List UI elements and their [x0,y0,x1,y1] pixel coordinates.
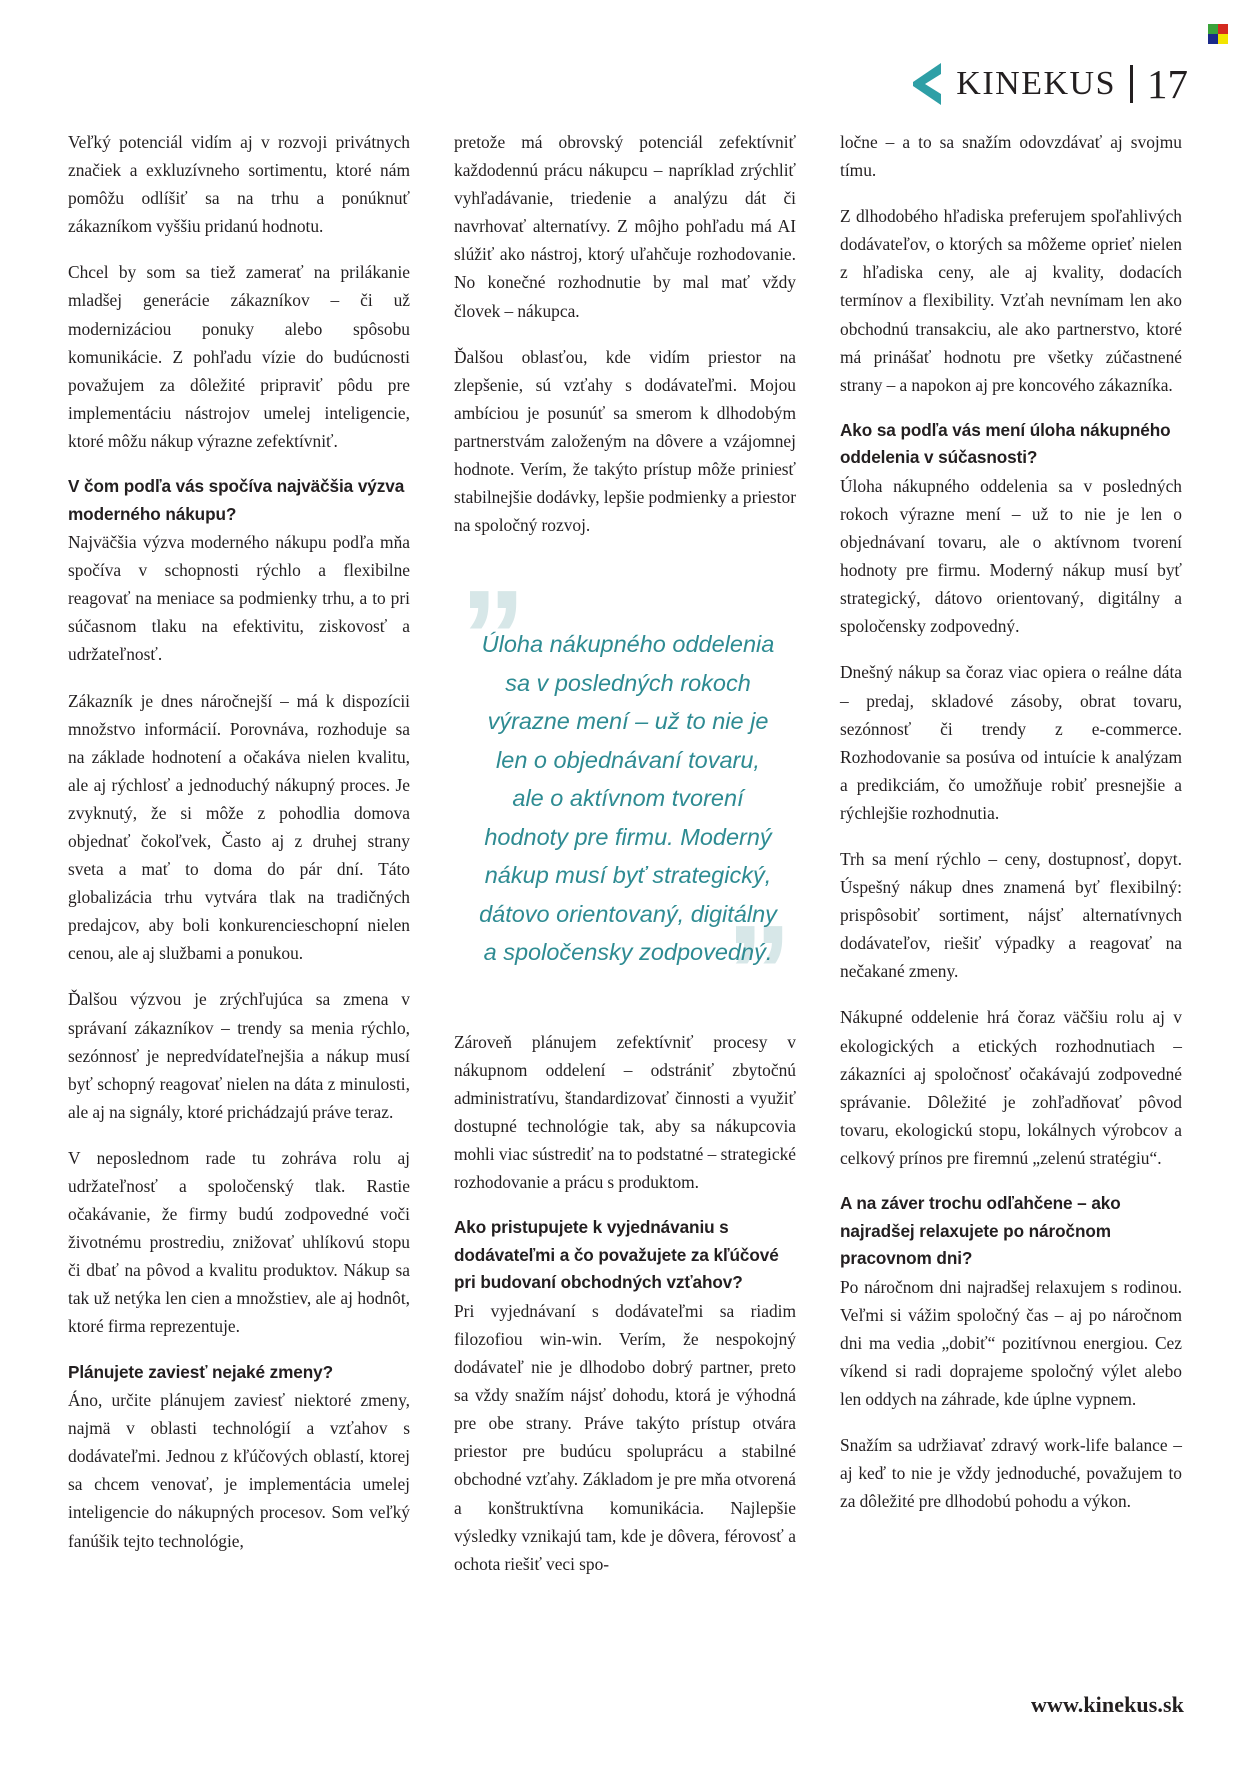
paragraph: Zákazník je dnes náročnejší – má k dispozícii množstvo informácií. Porovnáva, rozhoduje sa na základe hodnotení a očakáva nielen kvalitu, ale aj rýchlosť a jednoduchý nákupný proces. Je zvyknutý, že si môže z pohodlia domova objednať čokoľvek, Často aj z druhej strany sveta a mať to doma do pár dní. Táto globalizácia trhu vytvára tlak na tradičných predajcov, aby boli konkurencieschopní nielen cenou, ale aj službami a ponukou. [68,690,410,964]
reg-swatch-yellow [1218,34,1228,44]
page-header [912,58,1188,110]
column-left [68,128,410,1578]
reg-swatch-red [1218,24,1228,34]
quote-mark-open-icon: ” [460,563,526,711]
paragraph: Úloha nákupného oddelenia sa v posledných rokoch výrazne mení – už to nie je len o objednávaní tovaru, ale o aktívnom tvorení hodnoty pre firmu. Moderný nákup musí byť strategický, dátovo orientovaný, digitálny a spoločensky zodpovedný. [840,475,1182,637]
section-heading: Plánujete zaviesť nejaké zmeny? [68,1361,333,1382]
paragraph: Nákupné oddelenie hrá čoraz väčšiu rolu aj v ekologických a etických rozhodnutiach – zákazníci aj spoločnosť očakávajú zodpovedné správanie. Dôležité je zohľadňovať pôvod tovaru, ekologickú stopu, lokálnych výrobcov a celkový prínos pre firemnú „zelenú stratégiu“. [840,1007,1182,1168]
paragraph: Z dlhodobého hľadiska preferujem spoľahlivých dodávateľov, o ktorých sa môžeme oprieť nielen z hľadiska ceny, ale aj kvality, dodacích termínov a flexibility. Vzťah nevnímam len ako obchodnú transakciu, ale ako partnerstvo, ktoré má prinášať hodnotu pre všetky zúčastnené strany – a napokon aj pre koncového zákazníka. [840,206,1182,395]
quote-mark-close-icon: ” [726,897,792,1045]
paragraph: Pri vyjednávaní s dodávateľmi sa riadim filozofiou win-win. Verím, že nespokojný dodávateľ nie je dlhodobo dobrý partner, preto sa vždy snažím nájsť dohodu, ktorá je výhodná pre obe strany. Práve takýto prístup otvára priestor pre budúcu spoluprácu a stabilné obchodné vzťahy. Základom je pre mňa otvorená a konštruktívna komunikácia. Najlepšie výsledky vznikajú tam, kde je dôvera, férovosť a ochota riešiť veci spo- [454,1300,796,1574]
paragraph: Snažím sa udržiavať zdravý work-life balance – aj keď to nie je vždy jednoduché, považujem to za dôležité pre dlhodobú pohodu a výkon. [840,1434,1182,1512]
paragraph: Ďalšou výzvou je zrýchľujúca sa zmena v správaní zákazníkov – trendy sa menia rýchlo, sezónnosť je nepredvídateľnejšia a nákup musí byť schopný reagovať nielen na dáta z minulosti, ale aj na signály, ktoré prichádzajú práve teraz. [68,989,410,1122]
chevron-left-icon [912,63,942,105]
article-columns [68,128,1182,1578]
section-heading: Ako pristupujete k vyjednávaniu s dodávateľmi a čo považujete za kľúčové pri budovaní obchodných vzťahov? [454,1217,779,1293]
column-right [840,128,1182,1578]
paragraph: Najväčšia výzva moderného nákupu podľa mňa spočíva v schopnosti rýchlo a flexibilne reagovať na meniace sa podmienky trhu, a to pri súčasnom tlaku na efektivitu, ziskovosť a udržateľnosť. [68,532,410,665]
paragraph: Áno, určite plánujem zaviesť niektoré zmeny, najmä v oblasti technológií a vzťahov s dodávateľmi. Jednou z kľúčových oblastí, ktorej sa chcem venovať, je implementácia umelej inteligencie do nákupných procesov. Som veľký fanúšik tejto technológie, [68,1390,410,1551]
column-middle [454,128,796,1578]
pull-quote-text: Úloha nákupného oddelenia sa v posledných rokoch výrazne mení – už to nie je len o objednávaní tovaru, ale o aktívnom tvorení hodnoty pre firmu. Moderný nákup musí byť strategický, dátovo orientovaný, digitálny a spoločensky zodpovedný. [479,631,777,966]
paragraph: Dnešný nákup sa čoraz viac opiera o reálne dáta – predaj, skladové zásoby, obrat tovaru, sezónnosť či trendy z e-commerce. Rozhodovanie sa posúva od intuície k analýzam a predikciám, čo umožňuje robiť presnejšie a rýchlejšie rozhodnutia. [840,662,1182,823]
header-divider [1130,65,1133,103]
paragraph: pretože má obrovský potenciál zefektívniť každodennú prácu nákupcu – napríklad zrýchliť vyhľadávanie, triedenie a analýzu dát či navrhovať alternatívy. Z môjho pohľadu má AI slúžiť ako nástroj, ktorý uľahčuje rozhodovanie. No konečné rozhodnutie by mal mať vždy človek – nákupca. [454,132,796,321]
paragraph: Po náročnom dni najradšej relaxujem s rodinou. Veľmi si vážim spoločný čas – aj po náročnom dni ma vedia „dobiť“ pozitívnou energiou. Cez víkend si radi doprajeme spoločný výlet alebo len oddych na záhrade, kde úplne vypnem. [840,1276,1182,1409]
paragraph: V neposlednom rade tu zohráva rolu aj udržateľnosť a spoločenský tlak. Rastie očakávanie, že firmy budú zodpovedné voči životnému prostrediu, znižovať uhlíkovú stopu či dbať na pôvod a kvalitu produktov. Nákup sa tak už netýka len cien a množstiev, ale aj hodnôt, ktoré firma reprezentuje. [68,1147,410,1337]
reg-swatch-green [1208,24,1218,34]
section-heading: V čom podľa vás spočíva najväčšia výzva moderného nákupu? [68,476,405,524]
section-heading: Ako sa podľa vás mení úloha nákupného oddelenia v súčasnosti? [840,419,1171,468]
footer-url[interactable]: www.kinekus.sk [1030,1692,1184,1717]
reg-swatch-blue [1208,34,1218,44]
paragraph: Chcel by som sa tiež zamerať na prilákanie mladšej generácie zákazníkov – či už modernizáciou ponuky alebo spôsobu komunikácie. Z pohľadu vízie do budúcnosti považujem za dôležité pripraviť pôdu pre implementáciu nástrojov umelej inteligencie, ktoré môžu nákup výrazne zefektívniť. [68,262,410,451]
paragraph: Ďalšou oblasťou, kde vidím priestor na zlepšenie, sú vzťahy s dodávateľmi. Mojou ambíciou je posunúť sa smerom k dlhodobým partnerstvám založeným na dôvere a vzájomnej hodnote. Verím, že takýto prístup môže priniesť stabilnejšie dodávky, lepšie podmienky a priestor na spoločný rozvoj. [454,346,796,536]
section-heading: A na záver trochu odľahčene – ako najradšej relaxujete po náročnom pracovnom dni? [840,1193,1121,1268]
registration-color-mark [1208,24,1228,44]
paragraph: Zároveň plánujem zefektívniť procesy v nákupnom oddelení – odstrániť zbytočnú administratívu, štandardizovať činnosti a využiť dostupné technológie tak, aby sa nákupcovia mohli viac sústrediť na to podstatné – strategické rozhodovanie a prácu s produktom. [454,1031,796,1193]
pull-quote [454,563,796,1045]
paragraph: Veľký potenciál vidím aj v rozvoji privátnych značiek a exkluzívneho sortimentu, ktoré nám pomôžu odlíšiť sa na trhu a ponúknuť zákazníkom vyššiu pridanú hodnotu. [68,132,410,237]
paragraph: ločne – a to sa snažím odovzdávať aj svojmu tímu. [840,132,1182,181]
paragraph: Trh sa mení rýchlo – ceny, dostupnosť, dopyt. Úspešný nákup dnes znamená byť flexibilný: prispôsobiť sortiment, nájsť alternatívnych dodávateľov, riešiť výpadky a reagovať na nečakané zmeny. [840,848,1182,982]
page-number: 17 [1147,60,1188,107]
brand-name: KINEKUS [956,65,1116,102]
